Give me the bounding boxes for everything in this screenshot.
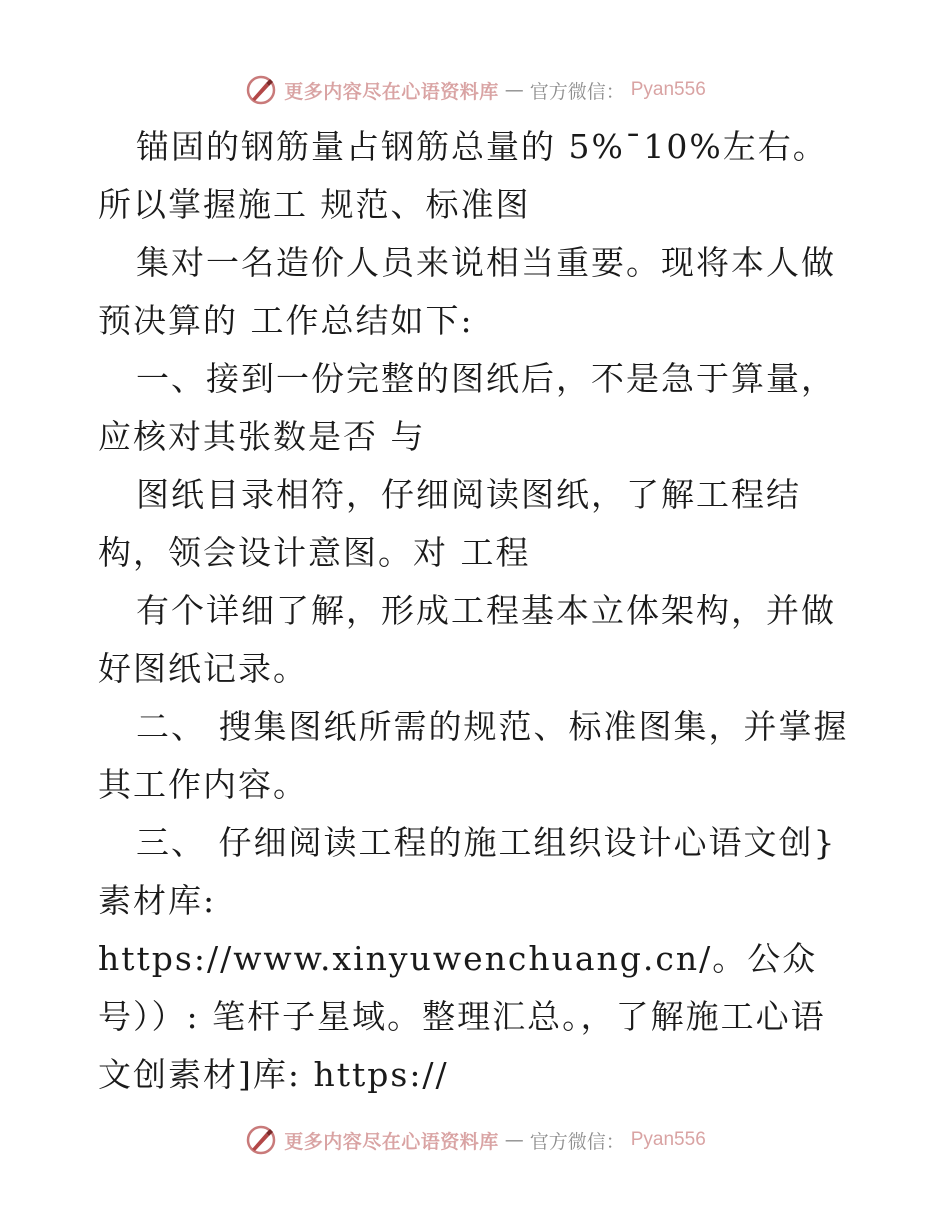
watermark-separator: —	[504, 79, 524, 101]
paragraph-2: 集对一名造价人员来说相当重要。现将本人做预决算的 工作总结如下:	[98, 243, 836, 340]
paragraph-4: 图纸目录相符，仔细阅读图纸，了解工程结构，领会设计意图。对 工程	[98, 475, 801, 572]
watermark-text: 更多内容尽在心语资料库	[284, 80, 499, 103]
header-watermark	[0, 70, 950, 110]
document-body	[98, 118, 858, 1104]
footer-watermark	[0, 1120, 950, 1160]
watermark-subtitle: 官方微信：	[529, 1130, 625, 1153]
pen-circle-logo-icon	[244, 1123, 278, 1157]
paragraph-1: 锚固的钢筋量占钢筋总量的 5%¯10%左右。所以掌握施工 规范、标准图	[98, 127, 828, 224]
paragraph-3: 一、接到一份完整的图纸后，不是急于算量，应核对其张数是否 与	[98, 359, 836, 456]
paragraph-6: 二、 搜集图纸所需的规范、标准图集，并掌握其工作内容。	[98, 707, 849, 804]
watermark-subtitle: 官方微信：	[529, 80, 625, 103]
watermark-separator: —	[504, 1129, 524, 1151]
paragraph-7: 三、 仔细阅读工程的施工组织设计心语文创}素材库: https://www.xinyuwenchuang.cn/。公众号））: 笔杆子星域。整理汇总。，了解施工心语文创素材]库: https://	[98, 823, 837, 1094]
watermark-id: Pyan556	[630, 79, 706, 100]
watermark-id: Pyan556	[630, 1129, 706, 1150]
watermark-text: 更多内容尽在心语资料库	[284, 1130, 499, 1153]
paragraph-5: 有个详细了解，形成工程基本立体架构，并做好图纸记录。	[98, 591, 836, 688]
pen-circle-logo-icon	[244, 73, 278, 107]
